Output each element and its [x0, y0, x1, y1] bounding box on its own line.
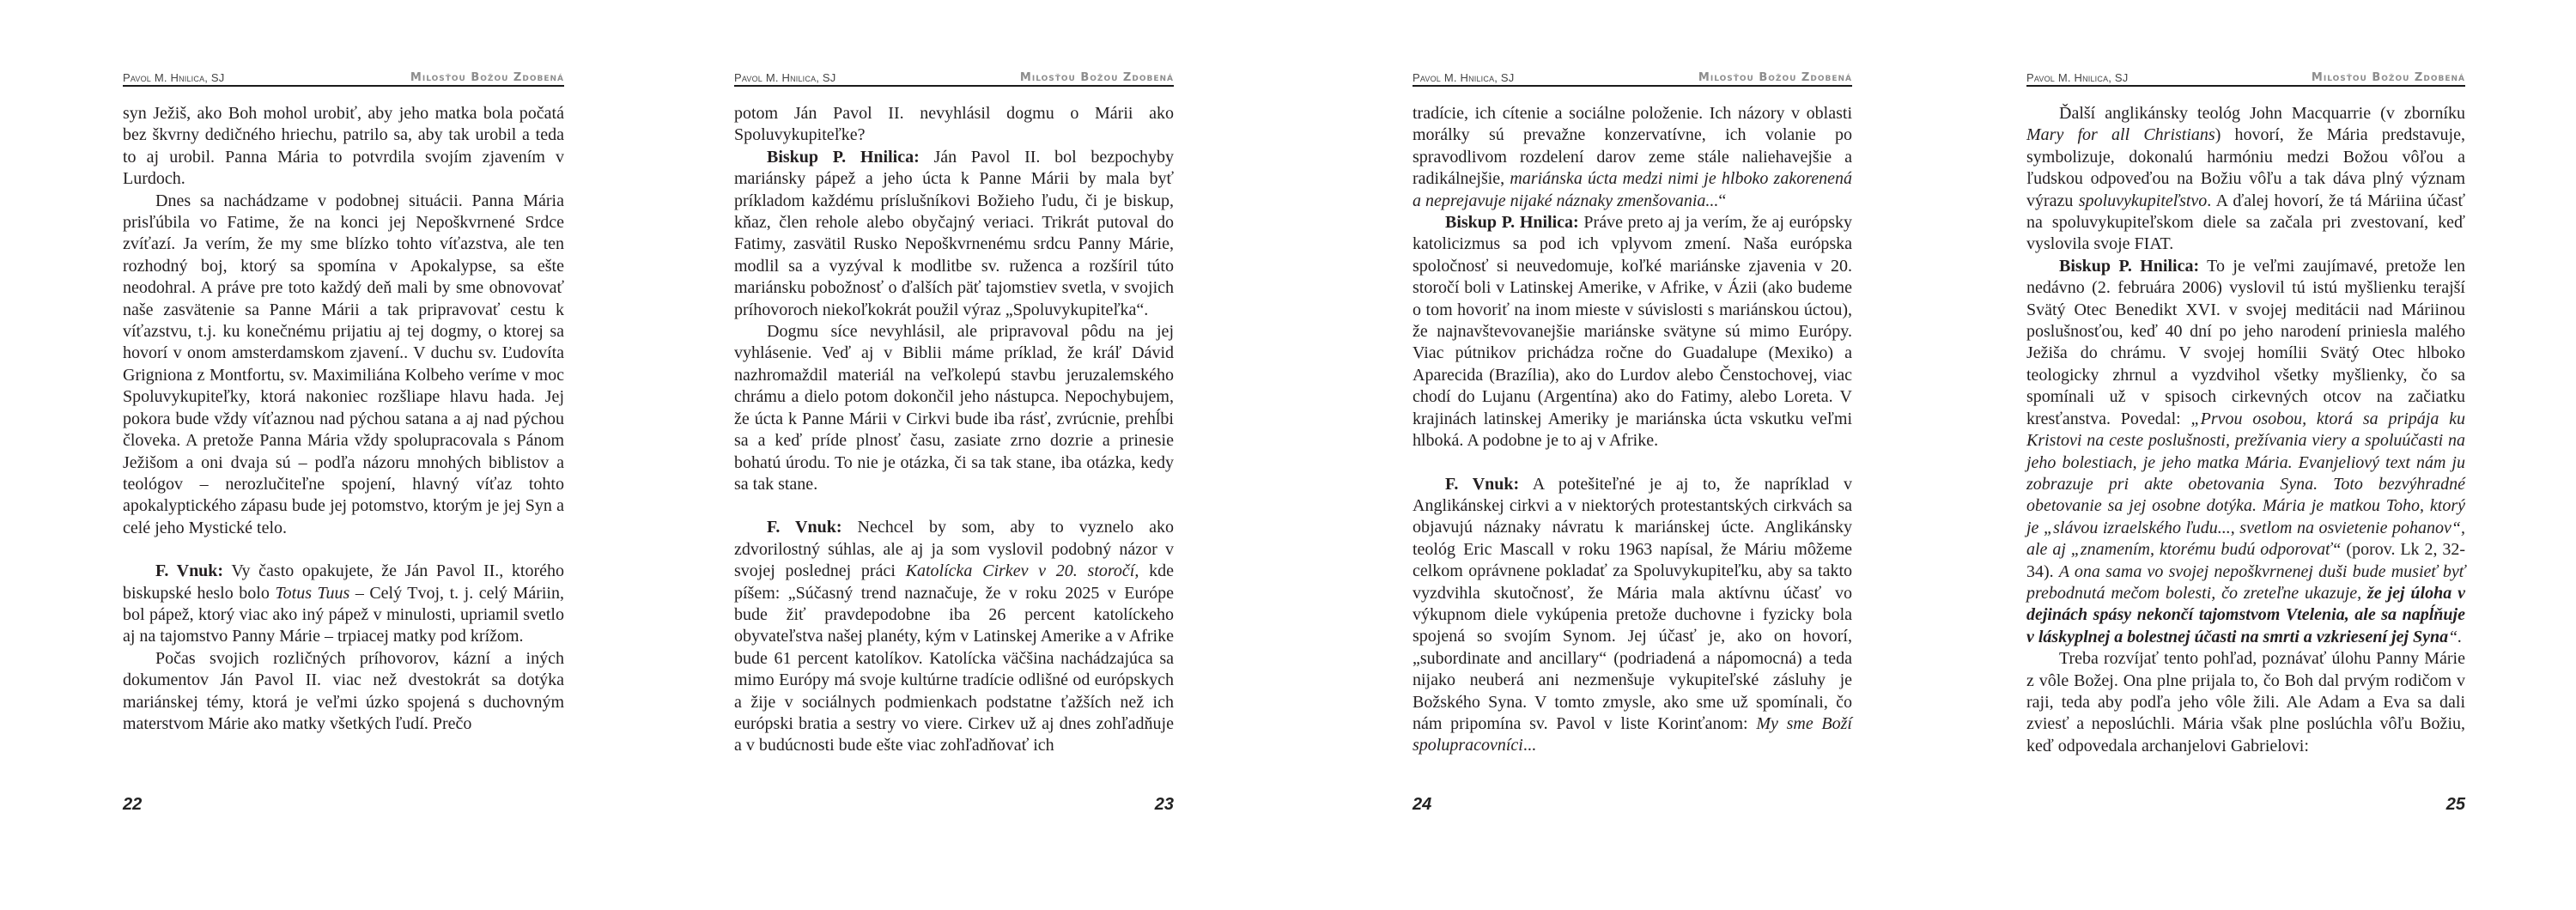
italic-title: Mary for all Christians: [2026, 125, 2215, 145]
page-body: [734, 103, 1174, 757]
running-head-author: Pavol M. Hnilica, SJ: [2026, 71, 2129, 84]
speaker-label: F. Vnuk:: [1445, 474, 1520, 494]
page-number: 25: [2445, 795, 2465, 814]
paragraph: Dnes sa nachádzame v podobnej situácii. Panna Mária prisľúbila vo Fatime, že na konci jej Nepoškvrnené Srdce zvíťazí. Ja verím, že my sme blízko tohto víťazstva, ale ten rozhodný boj, ktorý sa spomína v Apokalypse, sa ešte neodohral. A práve pre toto každý deň mali by sme obnovovať naše zasvätenie sa Panne Márii a tak pripravovať cestu k víťazstvu, t.j. ku konečnému prijatiu aj tej dogmy, o ktorej sa hovorí v onom amsterdamskom zjavení.. V duchu sv. Ľudovíta Grigniona z Montfortu, sv. Maximiliána Kolbeho veríme v moc Spoluvykupiteľky, ktorá nakoniec rozšliape hlavu hada. Jej pokora bude vždy víťaznou nad pýchou satana a aj nad pýchou človeka. A pretože Panna Mária vždy spolupracovala s Pánom Ježišom a oni dvaja sú – podľa názoru mnohých biblistov a teológov – nerozlučiteľne spojení, hlavný víťaz tohto apokalyptického zápasu bude jej potomstvo, ktorým je jej Syn a celé jeho Mystické telo.: [123, 191, 564, 537]
running-head: [2026, 69, 2465, 87]
page-22: [123, 0, 564, 910]
page-23: [734, 0, 1174, 910]
running-head: [1413, 69, 1852, 87]
speaker-label: F. Vnuk:: [155, 561, 224, 581]
paragraph: potom Ján Pavol II. nevyhlásil dogmu o Márii ako Spoluvykupiteľke?: [734, 104, 1174, 145]
paragraph: syn Ježiš, ako Boh mohol urobiť, aby jeho matka bola počatá bez škvrny dedičného hriechu, patrilo sa, aby tak urobil a teda to aj urobil. Panna Mária to potvrdila svojím zjavením v Lurdoch.: [123, 104, 564, 189]
page-body: [1413, 103, 1852, 757]
paragraph: Dogmu síce nevyhlásil, ale pripravoval pôdu na jej vyhlásenie. Veď aj v Biblii máme príklad, že kráľ Dávid nazhromaždil materiál na veľkolepú stavbu jeruzalemského chrámu a dielo potom dokončil jeho nástupca. Nepochybujem, že úcta k Panne Márii v Cirkvi bude iba rásť, zvrúcnie, prehĺbi sa a keď príde plnosť času, zasiate zrno dozrie a prinesie bohatú úrodu. To nie je otázka, či sa tak stane, iba otázka, kedy sa tak stane.: [734, 322, 1174, 494]
speaker-label: F. Vnuk:: [767, 518, 842, 537]
paragraph: Treba rozvíjať tento pohľad, poznávať úlohu Panny Márie z vôle Božej. Ona plne prijala to, čo Boh dal prvým rodičom v raji, teda aby podľa jeho vôle žili. Ale Adam a Eva sa dali zviesť a neposlúchli. Mária však plne poslúchla vôľu Božiu, keď odpovedala archanjelovi Gabrielovi:: [2026, 649, 2465, 755]
running-head-author: Pavol M. Hnilica, SJ: [734, 71, 836, 84]
italic-term: spoluvykupiteľstvo: [2078, 191, 2208, 210]
running-head-book-title: Milosťou Božou Zdobená: [1698, 71, 1852, 84]
running-head-author: Pavol M. Hnilica, SJ: [1413, 71, 1515, 84]
page-body: [123, 103, 564, 735]
speaker-label: Biskup P. Hnilica:: [1445, 213, 1579, 233]
running-head: [734, 69, 1174, 87]
page-25: [2026, 0, 2465, 910]
paragraph: tradície, ich cítenie a sociálne položenie. Ich názory v oblasti morálky sú prevažne konzervatívne, ich volanie po spravodlivom rozdelení darov zeme stále naliehavejšie a radikálnejšie, mariánska úcta medzi nimi je hlboko zakorenená a neprejavuje nijaké náznaky zmenšovania...“: [1413, 104, 1852, 210]
italic-quote: „Prvou osobou, ktorá sa pripája ku Kristovi na ceste poslušnosti, prežívania viery a spoluúčasti na jeho bolestiach, je jeho matka Mária. Evanjeliový text nám ju zobrazuje pri akte obetovania Syna. Toto bezvýhradné obetovanie sa jej osobne dotýka. Mária je matkou Toho, ktorý je „slávou izraelského ľudu..., svetlom na osvietenie pohanov“, ale aj „znamením, ktorému budú odporovať“: [2026, 409, 2466, 560]
page-number: 23: [1154, 795, 1174, 814]
italic-title: Katolícka Cirkev v 20. storočí,: [905, 561, 1139, 581]
paragraph: Počas svojich rozličných príhovorov, kázní a iných dokumentov Ján Pavol II. viac než dvestokrát sa dotýka mariánskej témy, ktorá je veľmi úzko spojená s duchovným materstvom Márie ako matky všetkých ľudí. Prečo: [123, 648, 564, 733]
speaker-label: Biskup P. Hnilica:: [2059, 256, 2200, 276]
running-head-book-title: Milosťou Božou Zdobená: [410, 71, 564, 84]
paragraph: F. Vnuk: Vy často opakujete, že Ján Pavol II., ktorého biskupské heslo bolo Totus Tuus – Celý Tvoj, t. j. celý Máriin, bol pápež, ktorý viac ako iný pápež v minulosti, upriamil svetlo aj na tajomstvo Panny Márie – trpiacej matky pod krížom.: [123, 561, 564, 646]
speaker-label: Biskup P. Hnilica:: [767, 147, 920, 167]
paragraph: Biskup P. Hnilica: Práve preto aj ja verím, že aj európsky katolicizmus sa pod ich vplyvom zmení. Naša európska spoločnosť si neuvedomuje, koľké mariánske zjavenia v 20. storočí boli v Latinskej Amerike, v Afrike, v Ázii (ako budeme o tom hovoriť na inom mieste v súvislosti s mariánskou úctou), že najnavštevovanejšie mariánske svätyne sú mimo Európy. Viac pútnikov prichádza ročne do Guadalupe (Mexiko) a Aparecida (Brazília), ako do Lurdov alebo Čenstochovej, viac chodí do Lujanu (Argentína) ako do Fatimy, alebo Loreta. V krajinách latinskej Ameriky je mariánska úcta vskutku veľmi hlboká. A podobne je to aj v Afrike.: [1413, 213, 1853, 451]
italic-quote: A ona sama vo svojej nepoškvrnenej duši bude musieť byť prebodnutá mečom bolesti, čo zreteľne ukazuje,: [2026, 561, 2465, 603]
paragraph: F. Vnuk: Nechcel by som, aby to vyznelo ako zdvorilostný súhlas, ale aj ja som vyslovil podobný názor v svojej poslednej práci Katolícka Cirkev v 20. storočí, kde píšem: „Súčasný trend naznačuje, že v roku 2025 v Európe bude žiť pravdepodobne iba 26 percent katolíckeho obyvateľstva našej planéty, kým v Latinskej Amerike a v Afrike bude 61 percent katolíkov. Katolícka väčšina nachádzajúca sa mimo Európy má svoje kultúrne tradície odlišné od európskych a žije v sociálnych podmienkach podstatne ťažších než ich európski bratia a sestry vo viere. Cirkev už aj dnes zohľadňuje a v budúcnosti bude ešte viac zohľadňovať ich: [734, 518, 1174, 755]
page-24: [1413, 0, 1852, 910]
paragraph: Biskup P. Hnilica: Ján Pavol II. bol bezpochyby mariánsky pápež a jeho úcta k Panne Márii by mala byť príkladom každému príslušníkovi Božieho ľudu, či je biskup, kňaz, člen rehole alebo obyčajný veriaci. Trikrát putoval do Fatimy, zasvätil Rusko Nepoškvrnenému srdcu Panny Márie, modlil sa a vyzýval k modlitbe sv. ruženca a rozšíril túto mariánsku pobožnosť o ďalších päť tajomstiev svetla, v svojich príhovoroch niekoľkokrát použil výraz „Spoluvykupiteľka“.: [734, 147, 1174, 319]
italic-quote: mariánska úcta medzi nimi je hlboko zakorenená a neprejavuje nijaké náznaky zmenšovania...: [1413, 169, 1852, 210]
page-number: 24: [1413, 795, 1432, 814]
page-body: [2026, 103, 2465, 757]
bold-italic-emphasis: že jej úloha v dejinách spásy nekončí tajomstvom Vtelenia, ale sa napĺňuje v láskyplnej a bolestnej účasti na smrti a vzkriesení jej Syna: [2026, 583, 2465, 646]
running-head: [123, 69, 564, 87]
running-head-book-title: Milosťou Božou Zdobená: [1019, 71, 1174, 84]
running-head-author: Pavol M. Hnilica, SJ: [123, 71, 225, 84]
italic-quote: My sme Boží spolupracovníci: [1413, 713, 1852, 755]
paragraph: F. Vnuk: A potešiteľné je aj to, že napríklad v Anglikánskej cirkvi a v niektorých protestantských cirkvách sa objavujú náznaky návratu k mariánskej úcte. Anglikánsky teológ Eric Mascall v roku 1963 napísal, že Máriu môžeme celkom oprávnene pokladať za Spoluvykupiteľku, aby sa takto vyzdvihla skutočnosť, že Mária mala aktívnu účasť vo výkupnom diele vykúpenia pretože duchovne i fyzicky bola spojená so svojím Synom. Jej účasť je, ako on hovorí, „subordinate and ancillary“ (podriadená a nápomocná) a teda nijako neuberá ani nezmenšuje vykupiteľské zásluhy je Božského Syna. V tomto zmysle, ako sme už spomínali, čo nám pripomína sv. Pavol v liste Korinťanom: My sme Boží spolupracovníci...: [1413, 474, 1852, 755]
italic-title: Totus Tuus: [275, 583, 350, 603]
page-number: 22: [123, 795, 143, 814]
paragraph: Ďalší anglikánsky teológ John Macquarrie (v zborníku Mary for all Christians) hovorí, že Mária predstavuje, symbolizuje, dokonalú harmóniu medzi Božou vôľou a ľudskou odpoveďou na Božiu vôľu a tak dáva plný význam výrazu spoluvykupiteľstvo. A ďalej hovorí, že tá Máriina účasť na spoluvykupiteľskom diele sa začala pri zvestovaní, keď vyslovila svoje FIAT.: [2026, 104, 2465, 254]
running-head-book-title: Milosťou Božou Zdobená: [2311, 71, 2465, 84]
paragraph: Biskup P. Hnilica: To je veľmi zaujímavé, pretože len nedávno (2. februára 2006) vyslovil tú istú myšlienku terajší Svätý Otec Benedikt XVI. v svojej meditácii nad Máriinou poslušnosťou, keď 40 dní po jeho narodení priniesla malého Ježiša do chrámu. V svojej homílii Svätý Otec hlboko teologicky zhrnul a vyzdvihol všetky myšlienky, čo sa spomínali už v spisoch cirkevných otcov na začiatku kresťanstva. Povedal: „Prvou osobou, ktorá sa pripája ku Kristovi na ceste poslušnosti, prežívania viery a spoluúčasti na jeho bolestiach, je jeho matka Mária. Evanjeliový text nám ju zobrazuje pri akte obetovania Syna. Toto bezvýhradné obetovanie sa jej osobne dotýka. Mária je matkou Toho, ktorý je „slávou izraelského ľudu..., svetlom na osvietenie pohanov“, ale aj „znamením, ktorému budú odporovať“ (porov. Lk 2, 32-34). A ona sama vo svojej nepoškvrnenej duši bude musieť byť prebodnutá mečom bolesti, čo zreteľne ukazuje, že jej úloha v dejinách spásy nekončí tajomstvom Vtelenia, ale sa napĺňuje v láskyplnej a bolestnej účasti na smrti a vzkriesení jej Syna“.: [2026, 256, 2466, 646]
